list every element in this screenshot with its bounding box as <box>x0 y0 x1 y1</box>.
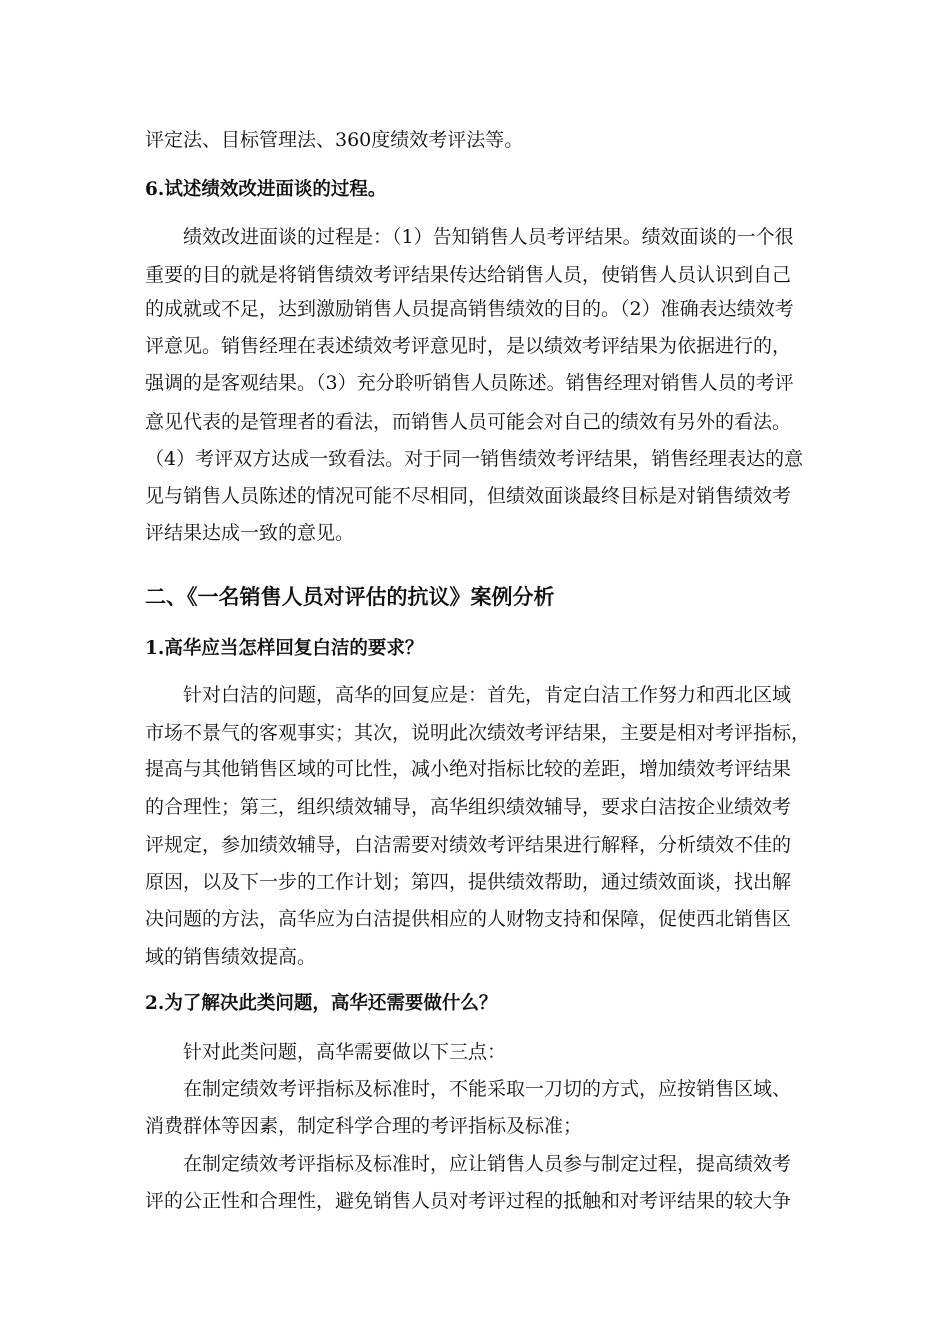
paragraph-line: 绩效改进面谈的过程是：（1）告知销售人员考评结果。绩效面谈的一个很 <box>183 226 794 248</box>
paragraph-line: 针对此类问题，高华需要做以下三点： <box>183 1041 507 1063</box>
paragraph-line: 原因，以及下一步的工作计划；第四，提供绩效帮助，通过绩效面谈，找出解 <box>145 871 792 893</box>
paragraph-line: 针对白洁的问题，高华的回复应是：首先，肯定白洁工作努力和西北区域 <box>183 684 792 706</box>
paragraph-line: 在制定绩效考评指标及标准时，应让销售人员参与制定过程，提高绩效考 <box>183 1153 792 1175</box>
paragraph-line: 的成就或不足，达到激励销售人员提高销售绩效的目的。（2）准确表达绩效考 <box>145 298 794 320</box>
paragraph-line: 评规定，参加绩效辅导，白洁需要对绩效考评结果进行解释，分析绩效不佳的 <box>145 834 792 856</box>
question-heading-6: 6.试述绩效改进面谈的过程。 <box>145 179 387 200</box>
paragraph-line: 市场不景气的客观事实；其次，说明此次绩效考评结果，主要是相对考评指标， <box>145 722 811 744</box>
paragraph-line: 消费群体等因素，制定科学合理的考评指标及标准； <box>145 1115 583 1137</box>
paragraph-line: 见与销售人员陈述的情况可能不尽相同，但绩效面谈最终目标是对销售绩效考 <box>145 485 792 507</box>
paragraph-line: 意见代表的是管理者的看法，而销售人员可能会对自己的绩效有另外的看法。 <box>145 411 792 433</box>
section-heading: 二、《一名销售人员对评估的抗议》案例分析 <box>145 584 555 609</box>
question-heading-2: 2.为了解决此类问题，高华还需要做什么？ <box>145 993 498 1014</box>
paragraph-line: 评的公正性和合理性，避免销售人员对考评过程的抵触和对考评结果的较大争 <box>145 1190 792 1212</box>
paragraph-line: （4）考评双方达成一致看法。对于同一销售绩效考评结果，销售经理表达的意 <box>145 448 804 470</box>
paragraph-line: 决问题的方法，高华应为白洁提供相应的人财物支持和保障，促使西北销售区 <box>145 908 792 930</box>
paragraph-line: 在制定绩效考评指标及标准时，不能采取一刀切的方式，应按销售区域、 <box>183 1078 792 1100</box>
paragraph-line: 域的销售绩效提高。 <box>145 946 317 968</box>
paragraph-line: 强调的是客观结果。（3）充分聆听销售人员陈述。销售经理对销售人员的考评 <box>145 372 794 394</box>
paragraph-line: 的合理性；第三，组织绩效辅导，高华组织绩效辅导，要求白洁按企业绩效考 <box>145 796 792 818</box>
paragraph-line: 评结果达成一致的意见。 <box>145 522 355 544</box>
question-heading-1: 1.高华应当怎样回复白洁的要求？ <box>145 638 424 659</box>
paragraph-line: 提高与其他销售区域的可比性，减小绝对指标比较的差距，增加绩效考评结果 <box>145 758 792 780</box>
text-line: 评定法、目标管理法、360度绩效考评法等。 <box>145 129 524 151</box>
paragraph-line: 重要的目的就是将销售绩效考评结果传达给销售人员，使销售人员认识到自己 <box>145 264 792 286</box>
paragraph-line: 评意见。销售经理在表述绩效考评意见时，是以绩效考评结果为依据进行的， <box>145 335 792 357</box>
